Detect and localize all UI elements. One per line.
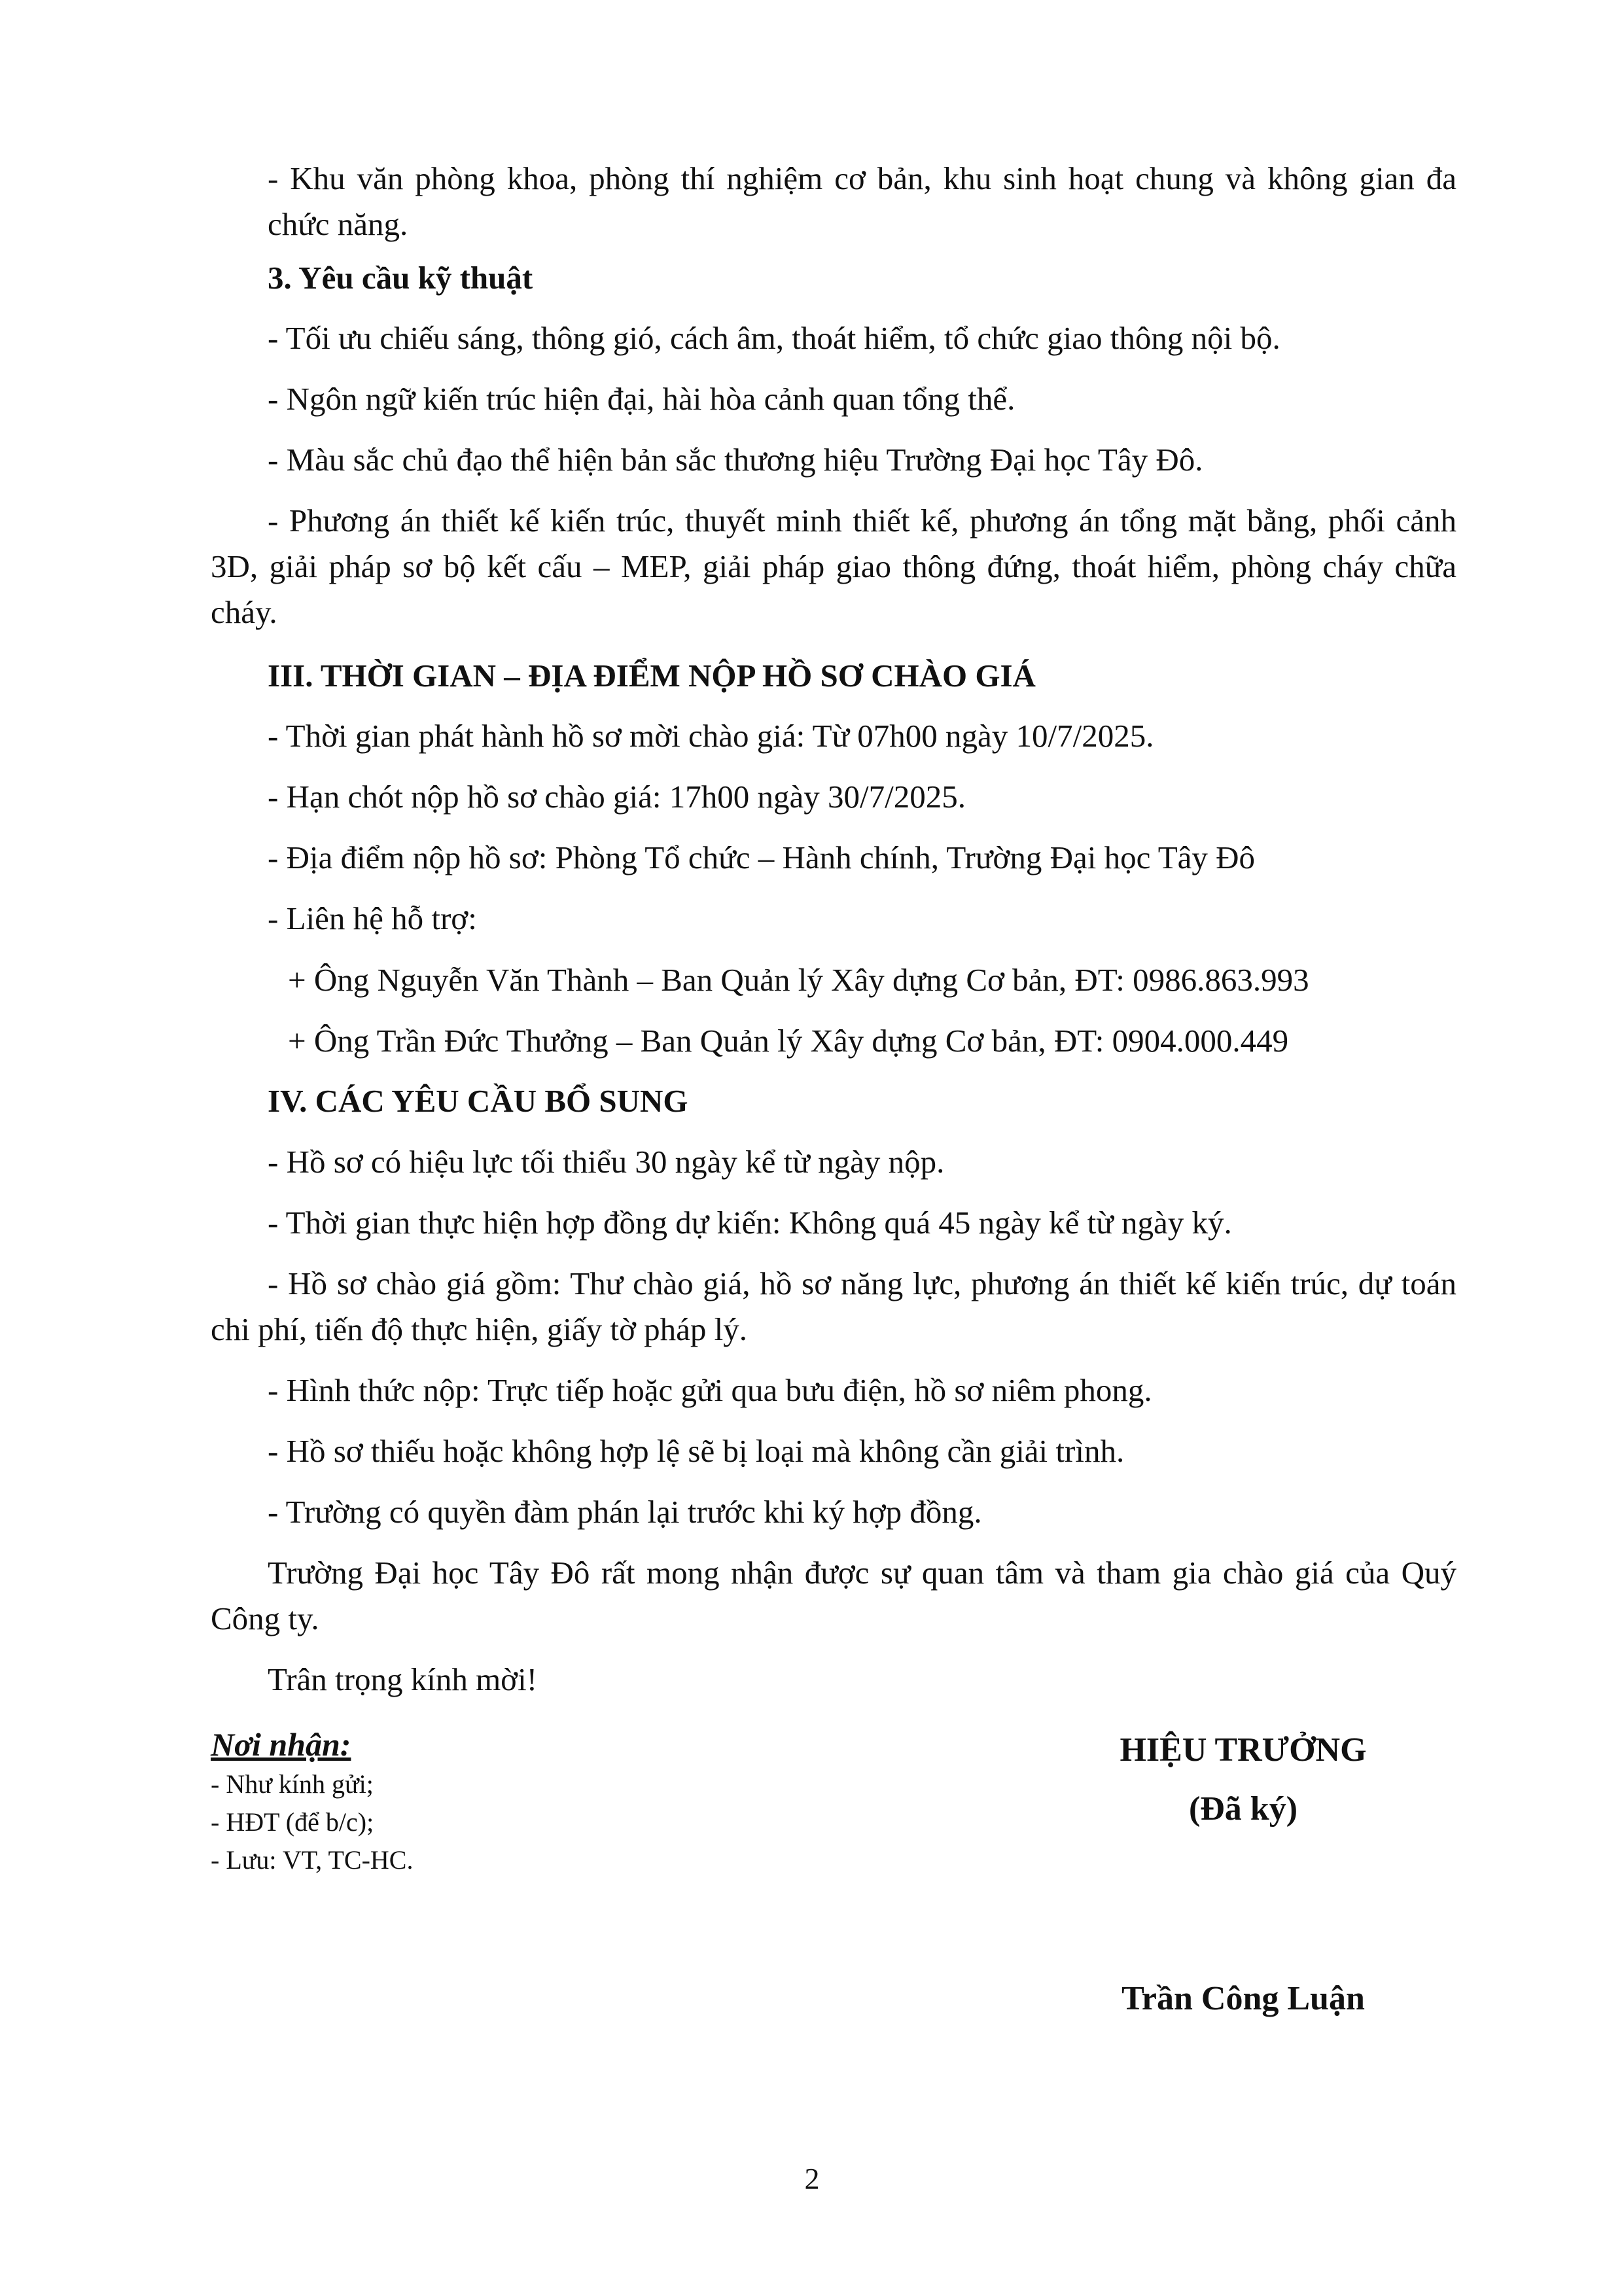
recipient-item: - HĐT (để b/c); xyxy=(211,1807,374,1837)
paragraph-design-scope: - Phương án thiết kế kiến trúc, thuyết minh thiết kế, phương án tổng mặt bằng, phối cảnh 3D, giải pháp sơ bộ kết cấu – MEP, giải pháp giao thông đứng, thoát hiểm, phòng cháy chữa cháy. xyxy=(211,503,1456,630)
paragraph-closing-invitation: Trường Đại học Tây Đô rất mong nhận được sự quan tâm và tham gia chào giá của Quý Công ty. xyxy=(211,1555,1456,1636)
signature-position: HIỆU TRƯỞNG xyxy=(1120,1731,1367,1769)
signature-status: (Đã ký) xyxy=(1188,1790,1298,1828)
paragraph-release-time: - Thời gian phát hành hồ sơ mời chào giá: Từ 07h00 ngày 10/7/2025. xyxy=(268,718,1154,754)
recipients-title: Nơi nhận: xyxy=(211,1726,351,1763)
heading-additional-requirements: IV. CÁC YÊU CẦU BỔ SUNG xyxy=(268,1083,688,1119)
heading-technical-requirements: 3. Yêu cầu kỹ thuật xyxy=(268,260,533,296)
paragraph-submission-method: - Hình thức nộp: Trực tiếp hoặc gửi qua bưu điện, hồ sơ niêm phong. xyxy=(268,1372,1152,1408)
recipient-item: - Lưu: VT, TC-HC. xyxy=(211,1845,414,1875)
paragraph-deadline: - Hạn chót nộp hồ sơ chào giá: 17h00 ngày 30/7/2025. xyxy=(268,779,966,815)
paragraph-invalid-bids: - Hồ sơ thiếu hoặc không hợp lệ sẽ bị loại mà không cần giải trình. xyxy=(268,1433,1125,1469)
paragraph-negotiation-right: - Trường có quyền đàm phán lại trước khi ký hợp đồng. xyxy=(268,1494,982,1530)
paragraph-brand-colors: - Màu sắc chủ đạo thể hiện bản sắc thương hiệu Trường Đại học Tây Đô. xyxy=(268,442,1203,478)
contact-person-1: + Ông Nguyễn Văn Thành – Ban Quản lý Xây dựng Cơ bản, ĐT: 0986.863.993 xyxy=(288,962,1309,998)
paragraph-faculty-area: - Khu văn phòng khoa, phòng thí nghiệm cơ bản, khu sinh hoạt chung và không gian đa chức năng. xyxy=(268,160,1456,242)
paragraph-contact-support: - Liên hệ hỗ trợ: xyxy=(268,900,477,936)
page-number: 2 xyxy=(804,2162,820,2195)
paragraph-bid-contents: - Hồ sơ chào giá gồm: Thư chào giá, hồ sơ năng lực, phương án thiết kế kiến trúc, dự toán chi phí, tiến độ thực hiện, giấy tờ pháp lý. xyxy=(211,1265,1456,1347)
recipient-item: - Như kính gửi; xyxy=(211,1769,374,1799)
heading-time-location: III. THỜI GIAN – ĐỊA ĐIỂM NỘP HỒ SƠ CHÀO GIÁ xyxy=(268,658,1036,694)
contact-person-2: + Ông Trần Đức Thưởng – Ban Quản lý Xây dựng Cơ bản, ĐT: 0904.000.449 xyxy=(288,1023,1289,1059)
paragraph-validity: - Hồ sơ có hiệu lực tối thiểu 30 ngày kể từ ngày nộp. xyxy=(268,1144,945,1180)
paragraph-architecture-language: - Ngôn ngữ kiến trúc hiện đại, hài hòa cảnh quan tổng thể. xyxy=(268,381,1015,417)
paragraph-submission-location: - Địa điểm nộp hồ sơ: Phòng Tổ chức – Hành chính, Trường Đại học Tây Đô xyxy=(268,839,1256,875)
paragraph-lighting: - Tối ưu chiếu sáng, thông gió, cách âm, thoát hiểm, tổ chức giao thông nội bộ. xyxy=(268,320,1280,356)
paragraph-contract-duration: - Thời gian thực hiện hợp đồng dự kiến: Không quá 45 ngày kể từ ngày ký. xyxy=(268,1205,1232,1241)
signatory-name: Trần Công Luận xyxy=(1121,1980,1365,2017)
paragraph-regards: Trân trọng kính mời! xyxy=(268,1661,538,1697)
